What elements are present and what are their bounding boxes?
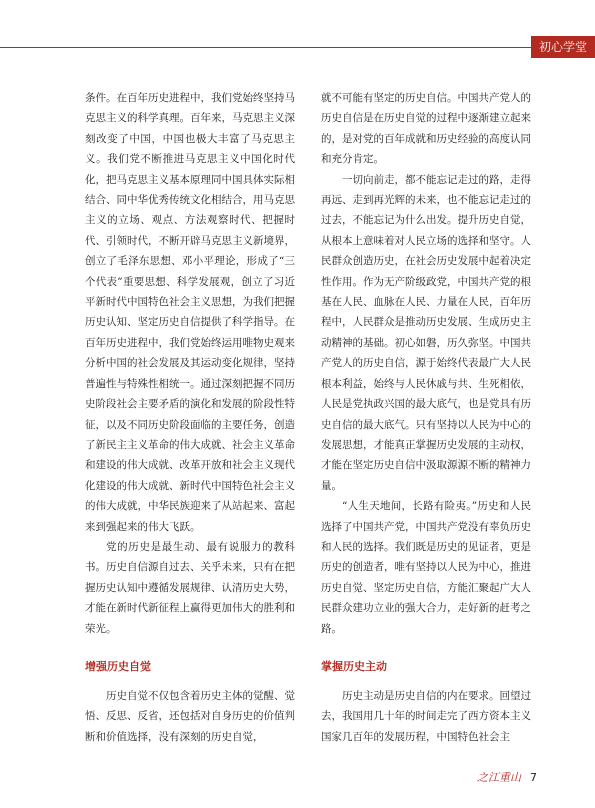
page-footer (477, 769, 537, 785)
section-title-tab: 初心学堂 (531, 36, 595, 58)
left-column (85, 88, 295, 747)
body-paragraph: 就不可能有坚定的历史自信。中国共产党人的历史自信是在历史自觉的过程中逐渐建立起来的，是对党的百年成就和历史经验的高度认同和充分肯定。 (321, 92, 531, 166)
body-paragraph: 党的历史是最生动、最有说服力的教科书。历史自信源自过去、关乎未来，只有在把握历史认知中遵循发展规律、认清历史大势，才能在新时代新征程上赢得更加伟大的胜利和荣光。 (85, 540, 295, 635)
body-paragraph: 一切向前走，都不能忘记走过的路，走得再远、走到再光辉的未来，也不能忘记走过的过去，不能忘记为什么出发。提升历史自觉，从根本上意味着对人民立场的选择和坚守。人民群众创造历史，在社会历史发展中起着决定性作用。作为无产阶级政党，中国共产党的根基在人民、血脉在人民、力量在人民，百年历程中，人民群众是推动历史发展、生成历史主动精神的基础。初心如磐，历久弥坚。中国共产党人的历史自信，源于始终代表最广大人民根本利益，始终与人民休戚与共、生死相依，人民是党执政兴国的最大底气，也是党具有历史自信的最大底气。只有坚持以人民为中心的发展思想，才能真正掌握历史发展的主动权，才能在坚定历史自信中汲取源源不断的精神力量。 (321, 173, 531, 492)
body-paragraph: 历史自觉不仅包含着历史主体的觉醒、觉悟、反思、反省，还包括对自身历史的价值判断和价值选择，没有深刻的历史自觉， (85, 689, 295, 743)
header-rule (0, 47, 595, 48)
section-heading-historical-initiative: 掌握历史主动 (321, 659, 387, 673)
body-paragraph: 历史主动是历史自信的内在要求。回望过去，我国用几十年的时间走完了西方资本主义国家几百年的发展历程，中国特色社会主 (321, 689, 531, 743)
magazine-logo: 之江重山 (477, 771, 521, 784)
page-number: 7 (530, 770, 537, 784)
right-column (321, 88, 531, 747)
body-paragraph: 条件。在百年历史进程中，我们党始终坚持马克思主义的科学真理。百年来，马克思主义深刻改变了中国，中国也极大丰富了马克思主义。我们党不断推进马克思主义中国化时代化，把马克思主义基本原理同中国具体实际相结合、同中华优秀传统文化相结合，用马克思主义的立场、观点、方法观察时代、把握时代、引领时代，不断开辟马克思主义新境界，创立了毛泽东思想、邓小平理论，形成了“三个代表”重要思想、科学发展观，创立了习近平新时代中国特色社会主义思想，为我们把握历史认知、坚定历史自信提供了科学指导。在百年历史进程中，我们党始终运用唯物史观来分析中国的社会发展及其运动变化规律，坚持普遍性与特殊性相统一。通过深刻把握不同历史阶段社会主要矛盾的演化和发展的阶段性特征，以及不同历史阶段面临的主要任务，创造了新民主主义革命的伟大成就、社会主义革命和建设的伟大成就、改革开放和社会主义现代化建设的伟大成就、新时代中国特色社会主义的伟大成就，中华民族迎来了从站起来、富起来到强起来的伟大飞跃。 (85, 92, 295, 533)
section-heading-historical-awareness: 增强历史自觉 (85, 659, 151, 673)
body-paragraph: “人生天地间，长路有险夷。”历史和人民选择了中国共产党，中国共产党没有辜负历史和人民的选择。我们既是历史的见证者，更是历史的创造者，唯有坚持以人民为中心，推进历史自觉、坚定历史自信，方能汇聚起广大人民群众建功立业的强大合力，走好新的赶考之路。 (321, 500, 531, 635)
